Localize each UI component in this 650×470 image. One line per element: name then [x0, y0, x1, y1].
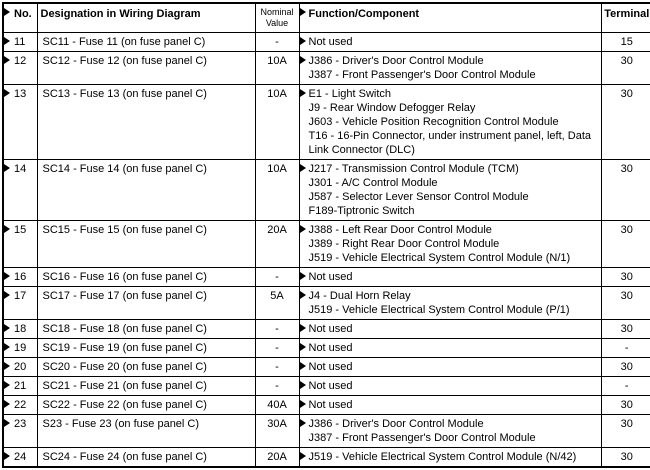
terminal: 15: [601, 33, 650, 52]
function-component-cell: [299, 320, 601, 339]
fuse-designation: SC13 - Fuse 13 (on fuse panel C): [37, 85, 255, 160]
fuse-designation: SC15 - Fuse 15 (on fuse panel C): [37, 221, 255, 268]
row-marker-icon: [4, 343, 10, 351]
function-line: E1 - Light Switch: [308, 88, 392, 100]
row-marker-icon: [4, 56, 10, 64]
terminal: 30: [601, 396, 650, 415]
fuse-designation: SC12 - Fuse 12 (on fuse panel C): [37, 52, 255, 85]
function-component-cell: [299, 287, 601, 320]
function-line: F189-Tiptronic Switch: [308, 205, 415, 217]
fuse-number: 19: [14, 342, 27, 354]
header-nominal-value: Nominal Value: [255, 3, 299, 33]
terminal: 30: [601, 287, 650, 320]
header-row: [3, 3, 650, 33]
fuse-number-cell: [3, 52, 37, 85]
fuse-number-cell: [3, 448, 37, 468]
header-no: [3, 3, 37, 33]
header-designation: Designation in Wiring Diagram: [37, 3, 255, 33]
fuse-number-cell: [3, 221, 37, 268]
fuse-number-cell: [3, 320, 37, 339]
function-line: Not used: [308, 323, 353, 335]
function-component: [309, 87, 598, 157]
row-marker-icon: [300, 362, 306, 370]
row-marker-icon: [4, 8, 10, 16]
row-marker-icon: [300, 56, 306, 64]
table-row: [3, 377, 650, 396]
fuse-designation: SC22 - Fuse 22 (on fuse panel C): [37, 396, 255, 415]
terminal: 30: [601, 415, 650, 448]
row-marker-icon: [300, 343, 306, 351]
terminal: 30: [601, 85, 650, 160]
row-marker-icon: [4, 37, 10, 45]
function-component: [309, 450, 598, 464]
function-component-cell: [299, 221, 601, 268]
fuse-number: 20: [14, 361, 27, 373]
table-row: [3, 396, 650, 415]
row-marker-icon: [4, 381, 10, 389]
row-marker-icon: [300, 225, 306, 233]
nominal-value: 10A: [255, 160, 299, 221]
fuse-designation: SC14 - Fuse 14 (on fuse panel C): [37, 160, 255, 221]
table-row: [3, 52, 650, 85]
fuse-number: 13: [14, 88, 27, 100]
header-function-component: [299, 3, 601, 33]
function-component: [309, 322, 598, 336]
fuse-number-cell: [3, 358, 37, 377]
function-component: [309, 379, 598, 393]
function-line: J387 - Front Passenger's Door Control Module: [308, 69, 536, 81]
fuse-number: 12: [14, 55, 27, 67]
fuse-designation: SC24 - Fuse 24 (on fuse panel C): [37, 448, 255, 468]
fuse-number-cell: [3, 339, 37, 358]
function-line: T16 - 16-Pin Connector, under instrument panel, left, Data Link Connector (DLC): [308, 130, 591, 156]
fuse-assignment-table: [2, 2, 650, 468]
function-component-cell: [299, 339, 601, 358]
function-component: [309, 417, 598, 445]
row-marker-icon: [4, 272, 10, 280]
function-component: [309, 35, 598, 49]
function-component-cell: [299, 52, 601, 85]
function-line: J386 - Driver's Door Control Module: [308, 55, 484, 67]
nominal-value: -: [255, 358, 299, 377]
function-component: [309, 54, 598, 82]
row-marker-icon: [4, 291, 10, 299]
terminal: 30: [601, 268, 650, 287]
function-line: J519 - Vehicle Electrical System Control Module (P/1): [308, 304, 570, 316]
header-function-label: Function/Component: [308, 8, 420, 20]
function-line: J389 - Right Rear Door Control Module: [308, 238, 500, 250]
row-marker-icon: [300, 419, 306, 427]
function-line: Not used: [308, 399, 353, 411]
fuse-number-cell: [3, 33, 37, 52]
nominal-value: 10A: [255, 85, 299, 160]
function-line: J217 - Transmission Control Module (TCM): [308, 163, 519, 175]
function-line: J4 - Dual Horn Relay: [308, 290, 411, 302]
function-line: J519 - Vehicle Electrical System Control Module (N/1): [308, 252, 571, 264]
nominal-value: -: [255, 33, 299, 52]
fuse-number: 24: [14, 451, 27, 463]
function-component-cell: [299, 33, 601, 52]
function-line: J9 - Rear Window Defogger Relay: [308, 102, 476, 114]
function-component-cell: [299, 358, 601, 377]
row-marker-icon: [300, 37, 306, 45]
fuse-designation: SC21 - Fuse 21 (on fuse panel C): [37, 377, 255, 396]
row-marker-icon: [300, 164, 306, 172]
table-row: [3, 358, 650, 377]
row-marker-icon: [300, 452, 306, 460]
function-component-cell: [299, 396, 601, 415]
function-line: Not used: [308, 271, 353, 283]
fuse-number: 17: [14, 290, 27, 302]
function-line: Not used: [308, 342, 353, 354]
function-component-cell: [299, 415, 601, 448]
row-marker-icon: [300, 381, 306, 389]
row-marker-icon: [4, 225, 10, 233]
fuse-designation: S23 - Fuse 23 (on fuse panel C): [37, 415, 255, 448]
fuse-number-cell: [3, 268, 37, 287]
table-row: [3, 320, 650, 339]
nominal-value: -: [255, 268, 299, 287]
row-marker-icon: [300, 8, 306, 16]
row-marker-icon: [4, 89, 10, 97]
row-marker-icon: [4, 452, 10, 460]
function-line: Not used: [308, 380, 353, 392]
row-marker-icon: [4, 164, 10, 172]
table-row: [3, 160, 650, 221]
row-marker-icon: [300, 291, 306, 299]
row-marker-icon: [300, 272, 306, 280]
row-marker-icon: [4, 324, 10, 332]
function-component: [309, 360, 598, 374]
header-terminal: Terminal: [601, 3, 650, 33]
table-row: [3, 415, 650, 448]
fuse-number: 15: [14, 224, 27, 236]
function-component-cell: [299, 160, 601, 221]
fuse-number: 18: [14, 323, 27, 335]
fuse-number-cell: [3, 377, 37, 396]
row-marker-icon: [4, 400, 10, 408]
fuse-number: 16: [14, 271, 27, 283]
function-component-cell: [299, 377, 601, 396]
fuse-designation: SC16 - Fuse 16 (on fuse panel C): [37, 268, 255, 287]
function-component: [309, 289, 598, 317]
terminal: -: [601, 339, 650, 358]
row-marker-icon: [300, 400, 306, 408]
fuse-number: 11: [14, 36, 26, 48]
function-line: J387 - Front Passenger's Door Control Module: [308, 432, 536, 444]
fuse-designation: SC18 - Fuse 18 (on fuse panel C): [37, 320, 255, 339]
table-row: [3, 287, 650, 320]
function-component-cell: [299, 448, 601, 468]
nominal-value: 20A: [255, 448, 299, 468]
fuse-designation: SC11 - Fuse 11 (on fuse panel C): [37, 33, 255, 52]
fuse-table-body: [3, 33, 650, 468]
terminal: 30: [601, 52, 650, 85]
terminal: 30: [601, 320, 650, 339]
nominal-value: 20A: [255, 221, 299, 268]
row-marker-icon: [4, 362, 10, 370]
fuse-number-cell: [3, 396, 37, 415]
row-marker-icon: [300, 324, 306, 332]
function-line: J587 - Selector Lever Sensor Control Module: [308, 191, 529, 203]
function-component: [309, 223, 598, 265]
function-component: [309, 162, 598, 218]
nominal-value: 10A: [255, 52, 299, 85]
fuse-number-cell: [3, 85, 37, 160]
table-row: [3, 339, 650, 358]
function-line: J519 - Vehicle Electrical System Control Module (N/42): [308, 451, 577, 463]
table-row: [3, 85, 650, 160]
terminal: -: [601, 377, 650, 396]
function-component-cell: [299, 268, 601, 287]
function-line: Not used: [308, 361, 353, 373]
terminal: 30: [601, 358, 650, 377]
nominal-value: 5A: [255, 287, 299, 320]
fuse-number: 14: [14, 163, 27, 175]
function-line: J603 - Vehicle Position Recognition Control Module: [308, 116, 559, 128]
fuse-number: 23: [14, 418, 27, 430]
function-line: J388 - Left Rear Door Control Module: [308, 224, 492, 236]
nominal-value: 40A: [255, 396, 299, 415]
fuse-number: 21: [14, 380, 27, 392]
table-row: [3, 33, 650, 52]
row-marker-icon: [300, 89, 306, 97]
nominal-value: -: [255, 339, 299, 358]
function-line: J301 - A/C Control Module: [308, 177, 438, 189]
terminal: 30: [601, 221, 650, 268]
fuse-number-cell: [3, 160, 37, 221]
nominal-value: -: [255, 377, 299, 396]
fuse-designation: SC17 - Fuse 17 (on fuse panel C): [37, 287, 255, 320]
fuse-number: 22: [14, 399, 27, 411]
row-marker-icon: [4, 419, 10, 427]
function-line: Not used: [308, 36, 353, 48]
table-row: [3, 221, 650, 268]
fuse-number-cell: [3, 287, 37, 320]
nominal-value: 30A: [255, 415, 299, 448]
table-row: [3, 268, 650, 287]
terminal: 30: [601, 160, 650, 221]
header-no-label: No.: [14, 8, 32, 20]
function-component: [309, 398, 598, 412]
function-component-cell: [299, 85, 601, 160]
fuse-designation: SC20 - Fuse 20 (on fuse panel C): [37, 358, 255, 377]
table-row: [3, 448, 650, 468]
function-component: [309, 341, 598, 355]
fuse-designation: SC19 - Fuse 19 (on fuse panel C): [37, 339, 255, 358]
function-line: J386 - Driver's Door Control Module: [308, 418, 484, 430]
terminal: 30: [601, 448, 650, 468]
nominal-value: -: [255, 320, 299, 339]
function-component: [309, 270, 598, 284]
fuse-number-cell: [3, 415, 37, 448]
